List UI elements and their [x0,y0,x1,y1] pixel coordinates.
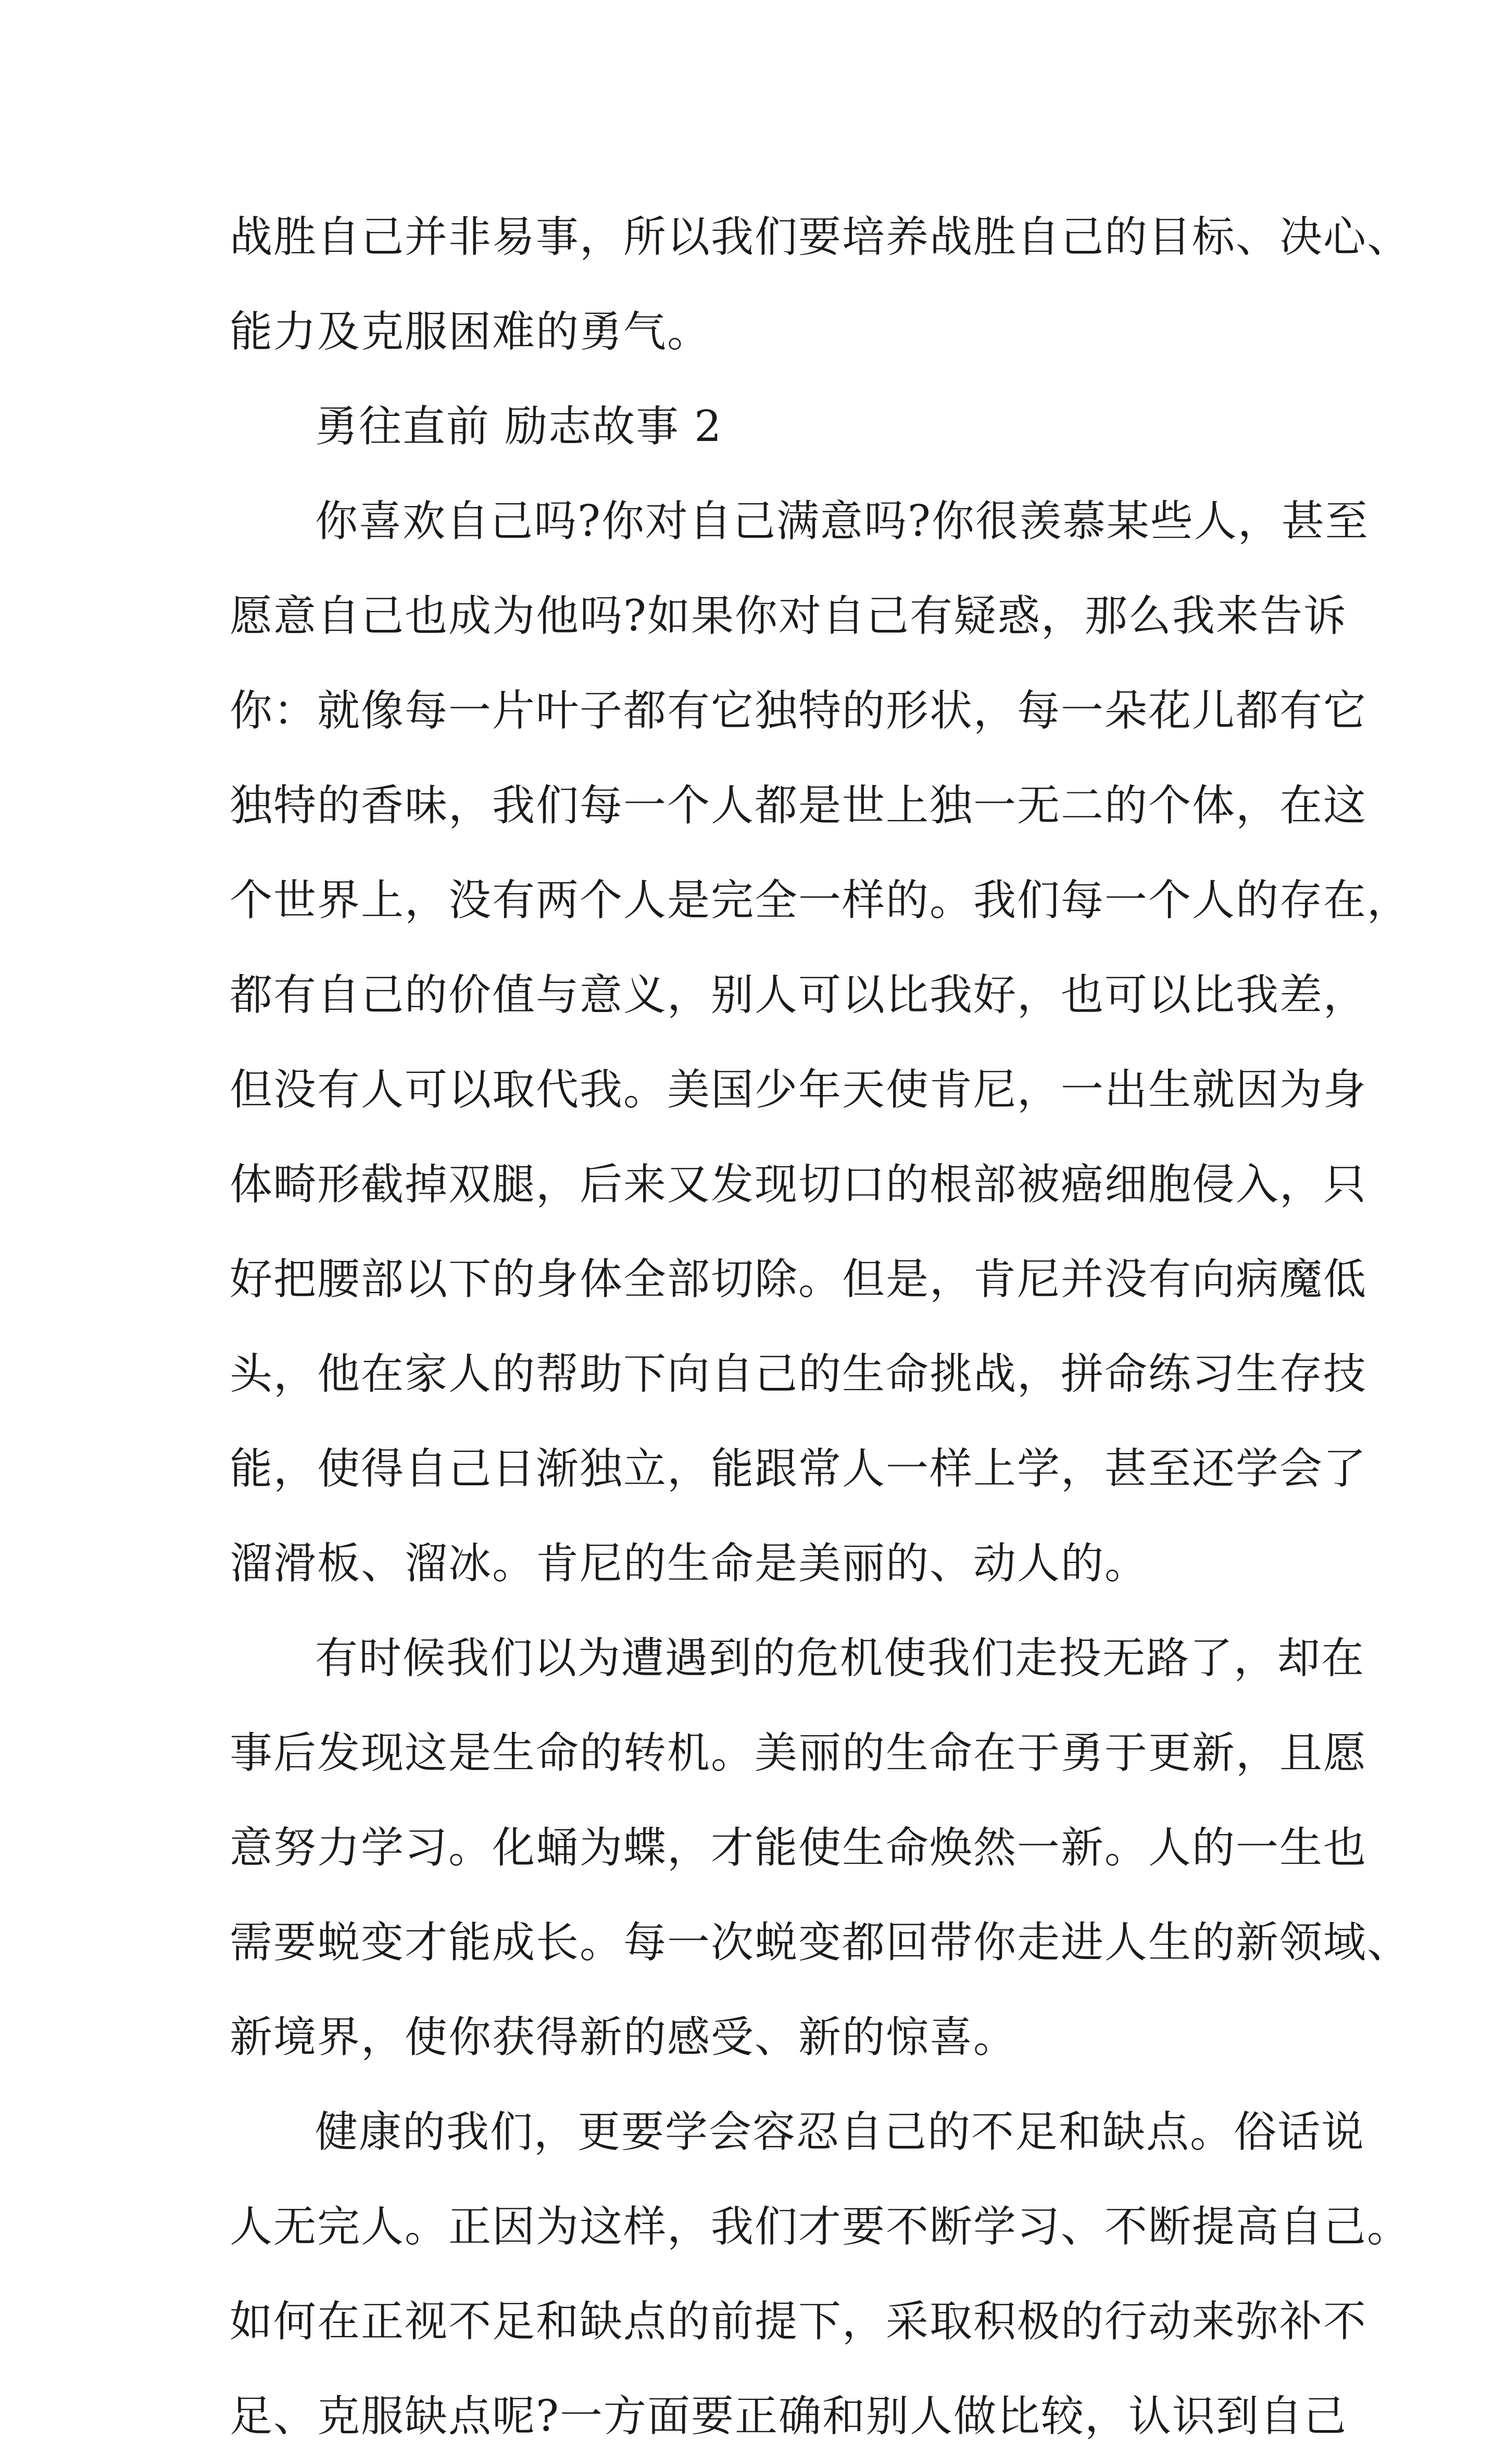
text-line: 健康的我们，更要学会容忍自己的不足和缺点。俗话说 [315,2107,1365,2157]
text-line: 能，使得自己日渐独立，能跟常人一样上学，甚至还学会了 [230,1444,1367,1494]
text-line: 新境界，使你获得新的感受、新的惊喜。 [230,2013,1018,2062]
text-line: 能力及克服困难的勇气。 [230,307,711,357]
text-line: 你喜欢自己吗?你对自己满意吗?你很羡慕某些人，甚至 [315,497,1369,546]
section-heading: 勇往直前 励志故事 2 [315,402,723,451]
text-line: 如何在正视不足和缺点的前提下，采取积极的行动来弥补不 [230,2297,1367,2346]
text-line: 头，他在家人的帮助下向自己的生命挑战，拼命练习生存技 [230,1349,1367,1399]
text-line: 足、克服缺点呢?一方面要正确和别人做比较，认识到自己 [230,2392,1347,2441]
text-line: 体畸形截掉双腿，后来又发现切口的根部被癌细胞侵入，只 [230,1160,1367,1209]
text-line: 事后发现这是生命的转机。美丽的生命在于勇于更新，且愿 [230,1728,1367,1778]
text-line: 需要蜕变才能成长。每一次蜕变都回带你走进人生的新领域、 [230,1918,1411,1967]
text-line: 都有自己的价值与意义，别人可以比我好，也可以比我差， [230,970,1367,1020]
text-line: 愿意自己也成为他吗?如果你对自己有疑惑，那么我来告诉 [230,591,1347,641]
text-line: 意努力学习。化蛹为蝶，才能使生命焕然一新。人的一生也 [230,1823,1367,1873]
text-line: 好把腰部以下的身体全部切除。但是，肯尼并没有向病魔低 [230,1255,1367,1304]
text-line: 独特的香味，我们每一个人都是世上独一无二的个体，在这 [230,781,1367,830]
text-line: 人无完人。正因为这样，我们才要不断学习、不断提高自己。 [230,2202,1411,2252]
text-line: 战胜自己并非易事，所以我们要培养战胜自己的目标、决心、 [230,212,1411,262]
document-body [230,190,1411,2464]
text-line: 但没有人可以取代我。美国少年天使肯尼，一出生就因为身 [230,1065,1367,1115]
text-line: 有时候我们以为遭遇到的危机使我们走投无路了，却在 [315,1634,1365,1683]
text-line: 你：就像每一片叶子都有它独特的形状，每一朵花儿都有它 [230,686,1367,736]
text-line: 个世界上，没有两个人是完全一样的。我们每一个人的存在， [230,876,1411,925]
text-line: 溜滑板、溜冰。肯尼的生命是美丽的、动人的。 [230,1539,1149,1588]
